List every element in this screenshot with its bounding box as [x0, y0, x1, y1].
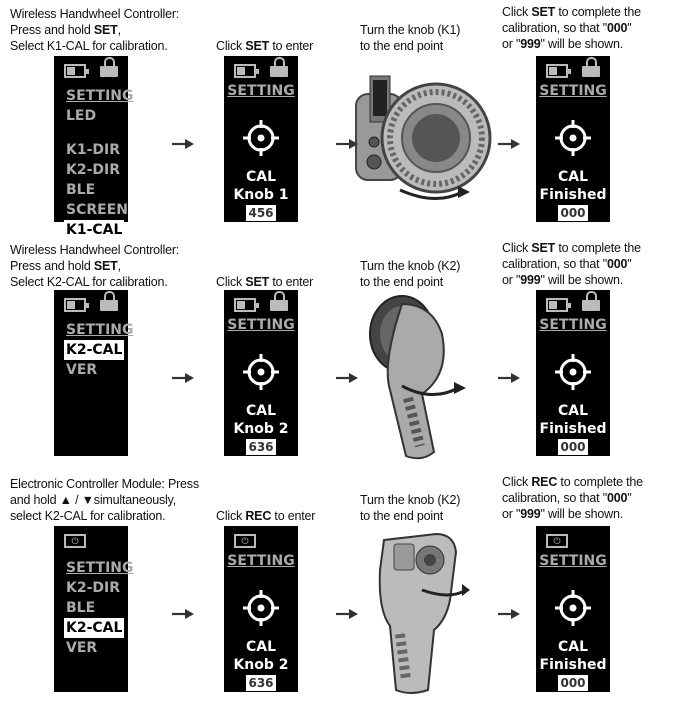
power-plug-icon: ⏻	[546, 534, 568, 548]
cal-value-row	[224, 438, 298, 456]
crosshair-target-icon	[553, 352, 593, 392]
text-line: Wireless Handwheel Controller:	[10, 243, 180, 257]
cal-status-text	[224, 402, 298, 456]
cal-value-row	[536, 204, 610, 222]
cal-enter-screen	[224, 56, 298, 222]
text-line: or "999" will be shown.	[502, 37, 624, 51]
key-label: 000	[606, 257, 628, 271]
cal-enter-screen	[224, 290, 298, 456]
status-bar	[62, 60, 120, 80]
power-plug-icon: ⏻	[234, 534, 256, 548]
menu-screen	[54, 56, 134, 238]
instruction-step-2	[216, 38, 313, 54]
menu-item[interactable]: BLE	[66, 600, 96, 616]
menu-item-selected[interactable]	[66, 340, 133, 360]
device-illustration	[362, 294, 472, 469]
menu-item[interactable]: K1-DIR	[66, 142, 121, 158]
text-line: to the end point	[360, 275, 443, 289]
instruction-step-1	[10, 476, 199, 524]
cal-line: CAL	[245, 169, 277, 185]
unlock-icon	[100, 300, 118, 311]
cal-line: Knob 1	[233, 187, 289, 203]
menu-item-selected[interactable]	[66, 220, 133, 240]
text-line: or "999" will be shown.	[502, 507, 624, 521]
cal-finished-screen	[536, 526, 610, 692]
crosshair-target-icon	[553, 588, 593, 628]
unlock-icon	[582, 66, 600, 77]
unlock-icon	[582, 300, 600, 311]
battery-icon	[64, 298, 86, 312]
text-line: or "999" will be shown.	[502, 273, 624, 287]
text-line: Select K1-CAL for calibration.	[10, 39, 168, 53]
key-label: SET	[245, 39, 270, 53]
text-line: Select K2-CAL for calibration.	[10, 275, 168, 289]
menu-item[interactable]: VER	[66, 362, 98, 378]
text-line: Click SET to complete the	[502, 5, 641, 19]
key-label: 000	[606, 21, 628, 35]
instruction-step-2	[216, 508, 315, 524]
menu-item[interactable]: BLE	[66, 182, 96, 198]
cal-line: Finished	[539, 187, 607, 203]
text-line: Wireless Handwheel Controller:	[10, 7, 180, 21]
cal-line: CAL	[557, 403, 589, 419]
crosshair-target-icon	[553, 118, 593, 158]
right-arrow-icon	[172, 606, 194, 616]
status-bar	[544, 60, 602, 80]
setting-header: SETTING	[227, 553, 295, 569]
cal-value: 000	[560, 676, 586, 690]
instruction-step-1	[10, 242, 179, 290]
text-line: Click SET to enter	[216, 39, 314, 53]
menu-item[interactable]	[66, 126, 133, 140]
cal-value-row	[224, 204, 298, 222]
menu-item-selected-label: K2-CAL	[66, 620, 123, 636]
key-label: REC	[245, 509, 272, 523]
key-label: 999	[520, 507, 541, 521]
cal-status-text	[536, 638, 610, 692]
cal-line: Knob 2	[233, 421, 289, 437]
status-bar	[544, 294, 602, 314]
menu-header: SETTING	[66, 560, 134, 576]
unlock-icon	[270, 300, 288, 311]
cal-enter-screen	[224, 526, 298, 692]
right-arrow-icon	[498, 136, 520, 146]
status-bar	[544, 530, 602, 550]
menu-item[interactable]: VER	[66, 640, 98, 656]
crosshair-target-icon	[241, 588, 281, 628]
key-label: 999	[520, 37, 541, 51]
instruction-step-4	[502, 240, 641, 288]
key-label: SET	[531, 241, 556, 255]
menu-item[interactable]: SCREEN	[66, 202, 128, 218]
right-arrow-icon	[498, 370, 520, 380]
right-arrow-icon	[336, 136, 358, 146]
status-bar	[232, 294, 290, 314]
key-label: 000	[606, 491, 628, 505]
menu-item[interactable]: LED	[66, 108, 97, 124]
crosshair-target-icon	[241, 352, 281, 392]
text-line: calibration, so that "000"	[502, 21, 632, 35]
cal-line: Knob 2	[233, 657, 289, 673]
cal-value: 000	[560, 440, 586, 454]
instruction-step-4	[502, 474, 643, 522]
battery-icon	[546, 64, 568, 78]
text-line: Click REC to enter	[216, 509, 316, 523]
cal-status-text	[224, 638, 298, 692]
status-bar	[62, 294, 120, 314]
cal-value: 456	[248, 206, 274, 220]
cal-value-row	[224, 674, 298, 692]
menu-header: SETTING	[66, 88, 134, 104]
cal-status-text	[536, 402, 610, 456]
instruction-step-2	[216, 274, 313, 290]
key-label: SET	[245, 275, 270, 289]
battery-icon	[546, 298, 568, 312]
cal-line: CAL	[245, 639, 277, 655]
unlock-icon	[270, 66, 288, 77]
cal-line: CAL	[557, 169, 589, 185]
crosshair-target-icon	[241, 118, 281, 158]
menu-screen	[54, 526, 134, 692]
key-label: SET	[93, 23, 118, 37]
text-line: select K2-CAL for calibration.	[10, 509, 166, 523]
unlock-icon	[100, 66, 118, 77]
text-line: Electronic Controller Module: Press	[10, 477, 199, 491]
cal-value-row	[536, 674, 610, 692]
text-line: Turn the knob (K2)	[360, 493, 461, 507]
battery-icon	[234, 298, 256, 312]
cal-line: Finished	[539, 657, 607, 673]
setting-header: SETTING	[227, 83, 295, 99]
cal-value: 000	[560, 206, 586, 220]
right-arrow-icon	[172, 370, 194, 380]
setting-header: SETTING	[227, 317, 295, 333]
setting-header: SETTING	[539, 83, 607, 99]
menu-item[interactable]: K2-DIR	[66, 580, 121, 596]
cal-status-text	[224, 168, 298, 222]
cal-status-text	[536, 168, 610, 222]
cal-finished-screen	[536, 56, 610, 222]
status-bar	[232, 530, 290, 550]
settings-menu	[66, 558, 133, 658]
right-arrow-icon	[172, 136, 194, 146]
device-illustration	[352, 64, 492, 219]
cal-value: 636	[248, 440, 274, 454]
setting-header: SETTING	[539, 317, 607, 333]
text-line: Turn the knob (K2)	[360, 259, 461, 273]
settings-menu	[66, 320, 133, 380]
status-bar	[62, 530, 120, 550]
key-label: SET	[531, 5, 556, 19]
instruction-step-3	[360, 22, 460, 54]
device-illustration	[370, 530, 470, 701]
key-label: SET	[93, 259, 118, 273]
instruction-step-3	[360, 258, 460, 290]
cal-finished-screen	[536, 290, 610, 456]
text-line: calibration, so that "000"	[502, 257, 632, 271]
key-label: REC	[531, 475, 558, 489]
status-bar	[232, 60, 290, 80]
text-line: and hold ▲ / ▼simultaneously,	[10, 493, 177, 507]
menu-item-selected-label: K2-CAL	[66, 342, 123, 358]
battery-icon	[64, 64, 86, 78]
right-arrow-icon	[498, 606, 520, 616]
text-line: calibration, so that "000"	[502, 491, 632, 505]
key-label: 999	[520, 273, 541, 287]
text-line: Click REC to complete the	[502, 475, 643, 489]
instruction-step-4	[502, 4, 641, 52]
right-arrow-icon	[336, 606, 358, 616]
text-line: Press and hold SET,	[10, 23, 121, 37]
setting-header: SETTING	[539, 553, 607, 569]
text-line: Click SET to enter	[216, 275, 314, 289]
menu-screen	[54, 290, 134, 456]
cal-line: Finished	[539, 421, 607, 437]
instruction-step-1	[10, 6, 179, 54]
menu-item-selected[interactable]	[66, 618, 133, 638]
menu-item-selected-label: K1-CAL	[66, 222, 123, 238]
text-line: to the end point	[360, 39, 443, 53]
text-line: to the end point	[360, 509, 443, 523]
right-arrow-icon	[336, 370, 358, 380]
cal-value: 636	[248, 676, 274, 690]
menu-item[interactable]: K2-DIR	[66, 162, 121, 178]
settings-menu	[66, 86, 133, 240]
battery-icon	[234, 64, 256, 78]
instruction-step-3	[360, 492, 460, 524]
cal-line: CAL	[245, 403, 277, 419]
text-line: Press and hold SET,	[10, 259, 121, 273]
text-line: Click SET to complete the	[502, 241, 641, 255]
cal-value-row	[536, 438, 610, 456]
menu-header: SETTING	[66, 322, 134, 338]
power-plug-icon: ⏻	[64, 534, 86, 548]
text-line: Turn the knob (K1)	[360, 23, 461, 37]
cal-line: CAL	[557, 639, 589, 655]
